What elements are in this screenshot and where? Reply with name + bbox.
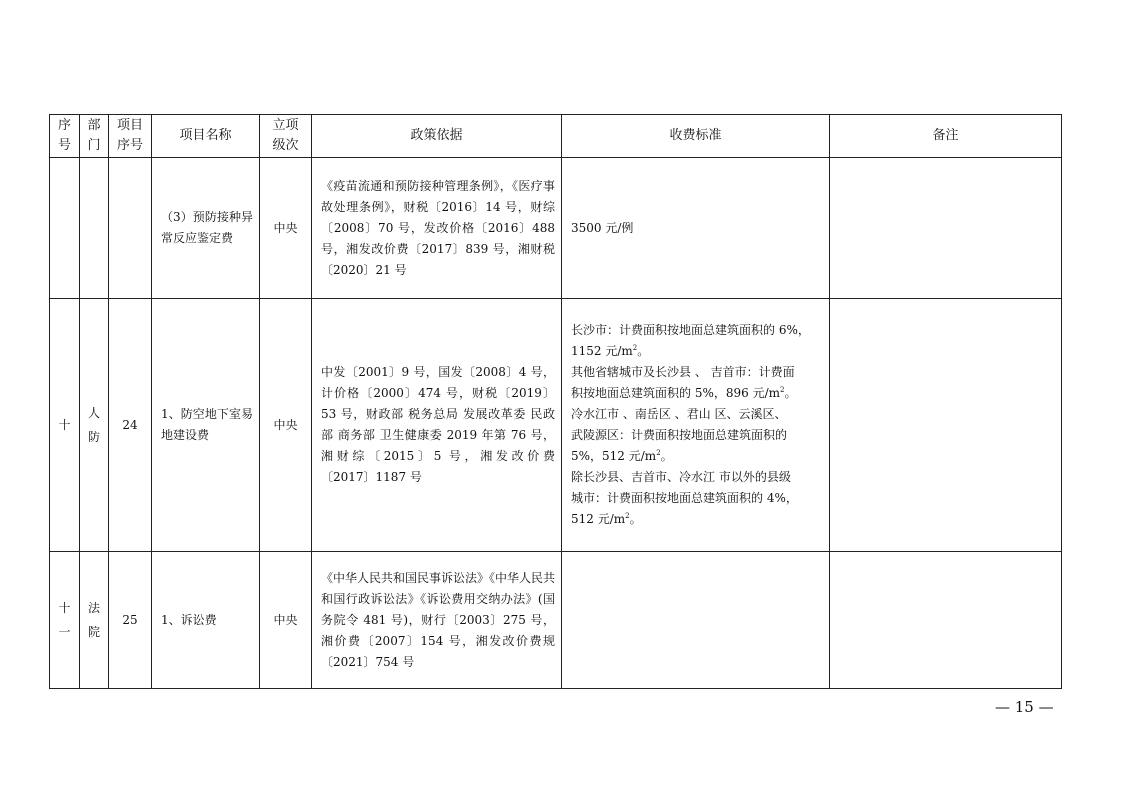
cell-seq: 十 一	[50, 552, 80, 689]
cell-level: 中央	[260, 299, 312, 552]
header-row	[50, 115, 1062, 158]
cell-item-name: 1、防空地下室易地建设费	[152, 299, 260, 552]
header-item-no: 项目 序号	[109, 115, 152, 158]
cell-item-name: 1、诉讼费	[152, 552, 260, 689]
fee-table	[49, 114, 1062, 689]
cell-item-name: （3）预防接种异常反应鉴定费	[152, 158, 260, 299]
cell-seq: 十	[50, 299, 80, 552]
cell-seq	[50, 158, 80, 299]
header-dept: 部 门	[80, 115, 109, 158]
table-row	[50, 552, 1062, 689]
header-level: 立项 级次	[260, 115, 312, 158]
cell-dept: 人 防	[80, 299, 109, 552]
cell-item-no	[109, 158, 152, 299]
page-number: — 15 —	[995, 698, 1054, 716]
cell-policy: 《中华人民共和国民事诉讼法》《中华人民共和国行政诉讼法》《诉讼费用交纳办法》(国务院令 481 号)，财行〔2003〕275 号，湘价费〔2007〕154 号，湘发改价费规〔2021〕754 号	[312, 552, 562, 689]
cell-remark	[830, 158, 1062, 299]
cell-dept	[80, 158, 109, 299]
cell-remark	[830, 299, 1062, 552]
cell-item-no: 24	[109, 299, 152, 552]
cell-remark	[830, 552, 1062, 689]
cell-standard	[562, 552, 830, 689]
header-policy: 政策依据	[312, 115, 562, 158]
cell-standard: 长沙市：计费面积按地面总建筑面积的 6%， 1152 元$/m^2$。 其他省辖城市及长沙县 、 吉首市：计费面 积按地面总建筑面积的 5%，896 元$/m^2$。 冷水江市 、南岳区 、君山 区、云溪区、 武陵源区：计费面积按地面总建筑面积的 5%，512 元$/m^2$。 除长沙县、吉首市、冷水江 市以外的县级 城市：计费面积按地面总建筑面积的 4%， 512 元$/m^2$。	[562, 299, 830, 552]
header-item-name: 项目名称	[152, 115, 260, 158]
header-standard: 收费标准	[562, 115, 830, 158]
cell-policy: 中发〔2001〕9 号，国发〔2008〕4 号，计价格〔2000〕474 号，财税〔2019〕53 号，财政部 税务总局 发展改革委 民政部 商务部 卫生健康委 2019 年第 76 号，湘财综〔2015〕5 号，湘发改价费〔2017〕1187 号	[312, 299, 562, 552]
table-row	[50, 299, 1062, 552]
cell-policy: 《疫苗流通和预防接种管理条例》，《医疗事故处理条例》，财税〔2016〕14 号，财综〔2008〕70 号，发改价格〔2016〕488 号，湘发改价费〔2017〕839 号，湘财税〔2020〕21 号	[312, 158, 562, 299]
header-seq: 序 号	[50, 115, 80, 158]
cell-item-no: 25	[109, 552, 152, 689]
cell-standard: 3500 元/例	[562, 158, 830, 299]
cell-level: 中央	[260, 552, 312, 689]
header-remark: 备注	[830, 115, 1062, 158]
table-row	[50, 158, 1062, 299]
cell-level: 中央	[260, 158, 312, 299]
cell-dept: 法 院	[80, 552, 109, 689]
